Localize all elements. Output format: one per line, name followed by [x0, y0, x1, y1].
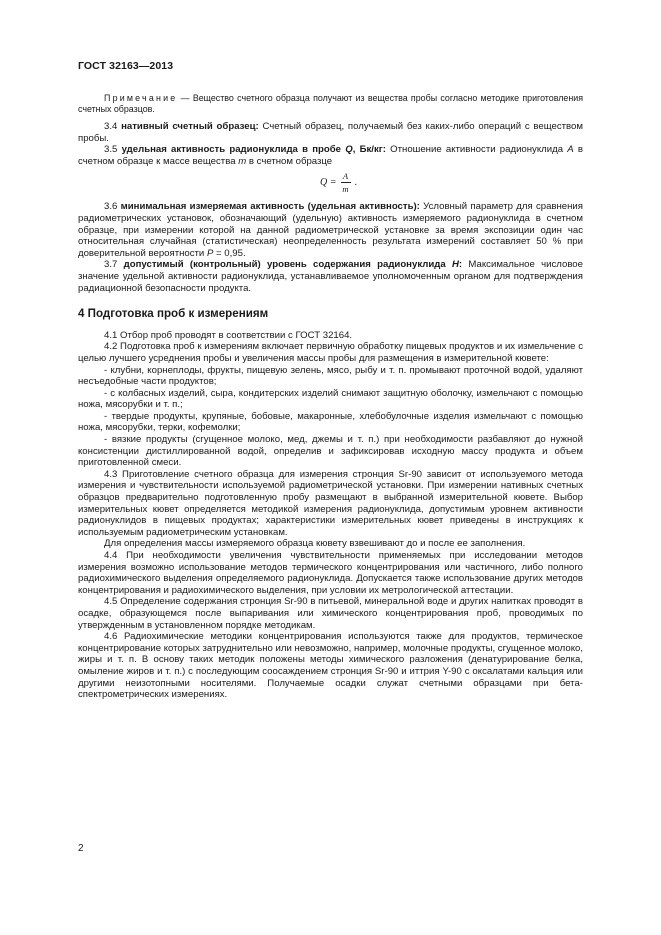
list-item: - клубни, корнеплоды, фрукты, пищевую зелень, мясо, рыбу и т. п. промывают проточной водой, удаляют несъедобные части продуктов; [78, 364, 583, 388]
formula [78, 167, 583, 201]
formula-lhs: Q = [320, 177, 337, 189]
document-code: ГОСТ 32163—2013 [78, 60, 174, 72]
clause-number: 3.4 [104, 121, 118, 132]
formula-tail: . [354, 177, 357, 189]
paragraph-4-4: 4.4 При необходимости увеличения чувствительности применяемых при исследовании методов измерения возможно использование методов термического концентрирования или частичного, либо полного радиохимического выделения определяемого радионуклида. Допускается также использование других методов концентрирования и радиохимического выделения, при условии их метрологической аттестации. [78, 550, 583, 596]
clause-number: 3.6 [104, 201, 118, 213]
note [78, 93, 583, 115]
term-colon: : [458, 259, 463, 271]
note-text: — Вещество счетного образца получают из вещества пробы согласно методике приготовления счетных образцов. [78, 93, 583, 114]
formula-denominator: m [342, 184, 349, 195]
term-text: допустимый (контрольный) уровень содержания радионуклида [123, 259, 452, 271]
definition-3-7 [78, 259, 583, 294]
definition-3-6 [78, 201, 583, 259]
page-number: 2 [78, 843, 84, 854]
document-body [78, 93, 583, 701]
definition-text: Максимальное числовое значение удельной активности радионуклида, устанавливаемое уполномоченным органом для подтверждения радиационной безопасности продукта. [78, 259, 583, 294]
clause-number: 3.5 [104, 144, 118, 156]
variable-m: m [238, 155, 247, 167]
definition-text: в счетном образце к массе вещества [78, 144, 584, 167]
paragraph-4-3: 4.3 Приготовление счетного образца для измерения стронция Sr-90 зависит от используемого метода измерения и чувствительности используемой радиометрической установки. При измерении нативных счетных образцов предварительно подготовленную пробу размещают в выбранной измерительной кювете. Выбор измерительных кювет определяется методикой измерения радионуклида, допустимым уровнем активности радионуклидов в пищевых продуктах; характеристики измерительных кювет приведены в инструкциях к используемым радиометрическим установкам. [78, 468, 583, 538]
term: нативный счетный образец: [121, 121, 259, 132]
formula-numerator: A [342, 171, 349, 182]
term-variable: H [451, 259, 459, 271]
definition-text: в счетном образце [246, 155, 333, 167]
definition-3-5 [78, 144, 583, 167]
definition-text: Условный параметр для сравнения радиометрических установок, обозначающий (удельную) активность измеряемого радионуклида в счетном образце, при измерении которой на данной радиометрической установке за время экспозиции один час относительная случайная (статистическая) неопределенность результата измерений составляет 50 % при доверительной вероятности [78, 201, 583, 259]
paragraph-4-1: 4.1 Отбор проб проводят в соответствии с ГОСТ 32164. [104, 329, 353, 341]
definition-3-4 [78, 121, 583, 144]
note-label: Примечание [104, 93, 178, 103]
fraction-bar [341, 182, 351, 183]
term-unit: , Бк/кг: [352, 144, 386, 156]
paragraph-4-2: 4.2 Подготовка проб к измерениям включает первичную обработку пищевых продуктов и их измельчение с целью лучшего усреднения пробы и увеличения массы пробы для размещения в измерительной кювете: [78, 341, 583, 364]
variable-p: P [206, 247, 214, 259]
clause-number: 3.7 [104, 259, 118, 271]
term [124, 259, 462, 270]
term-variable: Q [345, 144, 353, 156]
term-text: удельная активность радионуклида в пробе [121, 144, 346, 156]
definition-text: Счетный образец, получаемый без каких-либо операций с веществом пробы. [78, 121, 583, 144]
definition-text: = 0,95. [213, 247, 246, 259]
variable-a: A [567, 144, 574, 156]
list-item: - вязкие продукты (сгущенное молоко, мед, джемы и т. п.) при необходимости разбавляют до нужной консистенции дистиллированной водой, определив и зафиксировав исходную массу продукта и объем приготовленной смеси. [78, 434, 583, 469]
definition-text: Отношение активности радионуклида [385, 144, 568, 156]
term: минимальная измеряемая активность (удельная активность): [120, 201, 420, 213]
paragraph-4-6: 4.6 Радиохимические методики концентрирования используются также для продуктов, термическое концентрирование которых затруднительно или невозможно, например, молочные продукты, сгущенное молоко, жиры и т. п. В основу таких методик положены методы химического разложения (денатурирование белка, омыление жиров и т. п.) с последующим соосаждением стронция Sr-90 и иттрия Y-90 с оксалатами кальция или другими неизотопными носителями. Получаемые осадки служат счетными образцами при бета-спектрометрических измерениях. [78, 631, 584, 701]
section-4-title: 4 Подготовка проб к измерениям [78, 307, 269, 321]
paragraph-4-5: 4.5 Определение содержания стронция Sr-90 в питьевой, минеральной воде и других напитках проводят в осадке, образующемся после выпаривания или химического концентрирования проб, проводимых по утвержденным в установленном порядке методикам. [78, 596, 583, 631]
list-item: - твердые продукты, крупяные, бобовые, макаронные, хлебобулочные изделия измельчают с помощью ножа, мясорубки, терки, кофемолки; [78, 410, 583, 434]
term [122, 144, 386, 155]
list-item: - с колбасных изделий, сыра, кондитерских изделий снимают защитную оболочку, измельчают с помощью ножа, мясорубки и т. п.; [78, 387, 583, 411]
formula-fraction [341, 171, 351, 194]
paragraph-4-3-continued: Для определения массы измеряемого образца кювету взвешивают до и после ее заполнения. [104, 538, 526, 550]
